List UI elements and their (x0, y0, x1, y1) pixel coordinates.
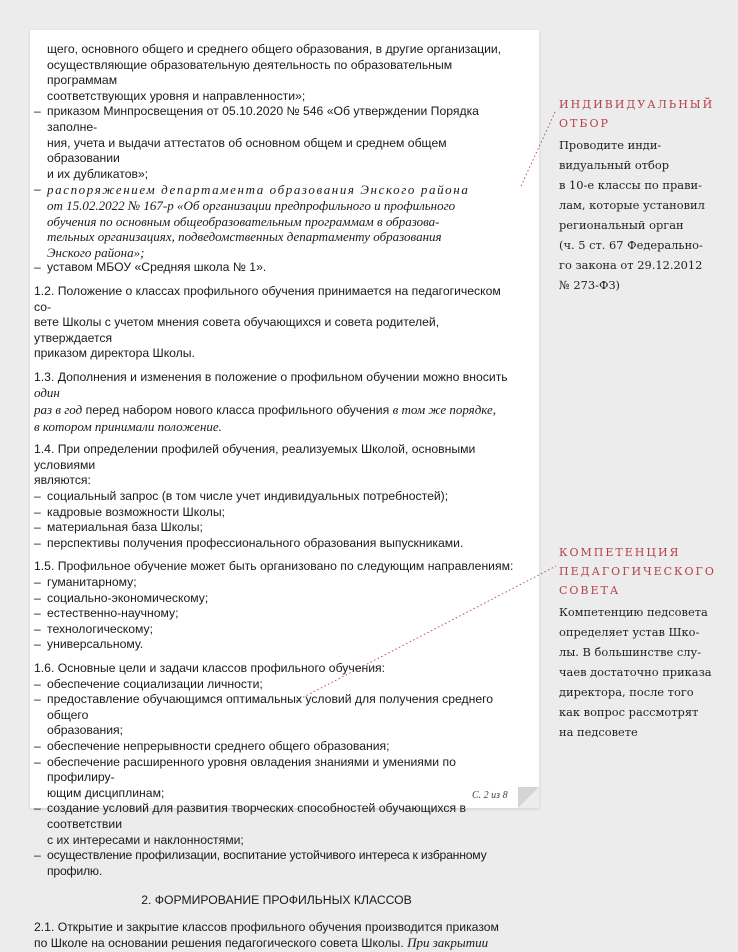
leader-line-individual-selection (521, 110, 556, 186)
bullet-dash: – (34, 606, 41, 621)
list-item-text: социальный запрос (в том числе учет индивидуальных потребностей); (47, 489, 449, 504)
list-item (34, 637, 519, 653)
text-line: уставом МБОУ «Средняя школа № 1». (47, 260, 267, 275)
list-item (34, 591, 519, 607)
list-item (34, 739, 519, 755)
list-item (34, 575, 519, 591)
text-line: 1.6. Основные цели и задачи классов профильного обучения: (34, 660, 386, 675)
text-line: 1.4. При определении профилей обучения, реализуемых Школой, основными условиями (34, 442, 476, 472)
text-line: обеспечение социализации личности; (47, 676, 263, 691)
note-title-line: КОМПЕТЕНЦИЯ (559, 546, 681, 559)
list-item-text: технологическому; (47, 621, 154, 636)
bullet-dash: – (34, 489, 41, 504)
list-item (34, 520, 519, 536)
bullet-dash: – (34, 692, 41, 707)
list-item-text: гуманитарному; (47, 575, 137, 589)
note-title (559, 543, 729, 600)
list-item-text: кадровые возможности Школы; (47, 504, 225, 519)
bullet-dash: – (34, 676, 41, 691)
italic-line: в котором принимали положение. (34, 418, 222, 434)
text-line: распоряжением департамента образования Энского района (47, 182, 470, 198)
note-line: лы. В большинстве слу- (559, 645, 702, 659)
text-line: являются: (34, 473, 91, 488)
text-fragment: 1.3. Дополнения и изменения в положение о профильном обучении можно вносить (34, 369, 508, 384)
intro-continuation (34, 42, 519, 104)
text-line: ющим дисциплинам; (47, 785, 165, 800)
bullet-dash: – (34, 535, 41, 550)
text-line: ния, учета и выдачи аттестатов об основном общем и среднем общем образовании (47, 135, 447, 166)
note-line: определяет устав Шко- (559, 625, 700, 639)
text-line: Энского района»; (47, 244, 145, 260)
margin-note-individual-selection (559, 95, 729, 295)
text-line: тельных организациях, подведомственных департаменту образования (47, 229, 442, 245)
bullet-dash: – (34, 520, 41, 535)
paragraph-1-6 (34, 661, 519, 879)
text-line: осуществление профилизации, воспитание устойчивого интереса к избранному профилю. (47, 848, 487, 878)
note-line: как вопрос рассмотрят (559, 705, 699, 719)
note-line: (ч. 5 ст. 67 Федерально- (559, 238, 703, 252)
list-item-text: социально-экономическому; (47, 590, 209, 605)
text-line: и их дубликатов»; (47, 166, 149, 181)
list-item (34, 606, 519, 622)
note-line: го закона от 29.12.2012 (559, 258, 703, 272)
italic-fragment: При закрытии (407, 935, 489, 951)
text-line: предоставление обучающимся оптимальных условий для получения среднего общего (47, 692, 494, 722)
text-line: с их интересами и наклонностями; (47, 832, 244, 847)
note-line: чаев достаточно приказа (559, 665, 712, 679)
text-line: 1.5. Профильное обучение может быть организовано по следующим направлениям: (34, 559, 514, 574)
text-line: вете Школы с учетом мнения совета обучающихся и совета родителей, утверждается (34, 315, 440, 345)
italic-fragment: в том же порядке, (392, 402, 497, 418)
text-line: от 15.02.2022 № 167-р «Об организации предпрофильного и профильного (47, 197, 456, 213)
bullet-dash: – (34, 575, 41, 589)
note-line: в 10-е классы по прави- (559, 178, 702, 192)
text-line: осуществляющие образовательную деятельность по образовательным программам (47, 57, 453, 88)
note-line: региональный орган (559, 218, 684, 232)
note-line: Проводите инди- (559, 138, 662, 152)
list-item-text: материальная база Школы; (47, 520, 203, 535)
list-item-text: универсальному. (47, 637, 144, 652)
italic-fragment: один (34, 385, 60, 401)
note-body (559, 602, 729, 742)
note-line: Компетенцию педсовета (559, 605, 708, 619)
list-item (34, 536, 519, 552)
paragraph-1-2 (34, 284, 519, 362)
italic-fragment: раз в год (34, 402, 83, 418)
list-item (34, 260, 519, 276)
text-line: создание условий для развития творческих способностей обучающихся в соответствии (47, 801, 466, 831)
note-title-line: СОВЕТА (559, 584, 621, 597)
bullet-dash: – (34, 104, 41, 119)
bullet-dash: – (34, 801, 41, 816)
list-item (34, 755, 519, 802)
list-item (34, 505, 519, 521)
note-title-line: ИНДИВИДУАЛЬНЫЙ (559, 98, 715, 111)
paragraph-1-3 (34, 370, 519, 434)
text-fragment: по Школе на основании решения педагогического совета Школы. (34, 936, 408, 951)
list-item (34, 692, 519, 739)
bullet-dash: – (34, 182, 41, 197)
text-line: приказом директора Школы. (34, 346, 195, 361)
bullet-dash: – (34, 738, 41, 753)
bullet-dash: – (34, 260, 41, 275)
text-line: соответствующих уровня и направленности»; (47, 88, 306, 103)
text-line: образования; (47, 723, 124, 738)
note-line: директора, после того (559, 685, 694, 699)
note-line: лам, которые установил (559, 198, 705, 212)
list-item-text: естественно-научному; (47, 606, 179, 621)
page-number: С. 2 из 8 (472, 790, 508, 801)
bullet-dash: – (34, 590, 41, 605)
list-item (34, 801, 519, 848)
bullet-dash: – (34, 848, 41, 863)
list-item (34, 104, 519, 182)
bullet-dash: – (34, 754, 41, 769)
list-item (34, 622, 519, 638)
bullet-dash: – (34, 621, 41, 636)
text-line: обеспечение расширенного уровня овладения знаниями и умениями по профилиру- (47, 754, 456, 785)
list-item (34, 677, 519, 693)
document-body (34, 42, 519, 952)
list-item (34, 489, 519, 505)
list-item (34, 182, 519, 260)
note-title-line: ПЕДАГОГИЧЕСКОГО (559, 565, 716, 578)
paragraph-1-4 (34, 442, 519, 551)
margin-note-pedagogical-council (559, 543, 729, 742)
note-line: на педсовете (559, 725, 638, 739)
text-line: 2.1. Открытие и закрытие классов профильного обучения производится приказом (34, 919, 499, 934)
note-title (559, 95, 729, 133)
text-line: приказом Минпросвещения от 05.10.2020 № 546 «Об утверждении Порядка заполне- (47, 104, 479, 134)
text-line: обучения по основным общеобразовательным программам в образова- (47, 213, 440, 229)
note-line: видуальный отбор (559, 158, 669, 172)
text-fragment: перед набором нового класса профильного обучения (82, 403, 393, 418)
section-2-heading: 2. ФОРМИРОВАНИЕ ПРОФИЛЬНЫХ КЛАССОВ (141, 893, 412, 908)
note-body (559, 135, 729, 295)
text-line: 1.2. Положение о классах профильного обучения принимается на педагогическом со- (34, 283, 501, 314)
paragraph-1-5 (34, 559, 519, 653)
list-item (34, 848, 519, 879)
note-title-line: ОТБОР (559, 117, 610, 130)
note-line: № 273-ФЗ) (559, 278, 620, 292)
text-line: обеспечение непрерывности среднего общего образования; (47, 738, 390, 753)
bullet-dash: – (34, 637, 41, 652)
list-item-text: перспективы получения профессионального образования выпускниками. (47, 535, 464, 550)
paragraph-2-1 (34, 920, 519, 952)
text-line: щего, основного общего и среднего общего образования, в другие организации, (47, 42, 502, 56)
bullet-dash: – (34, 504, 41, 519)
